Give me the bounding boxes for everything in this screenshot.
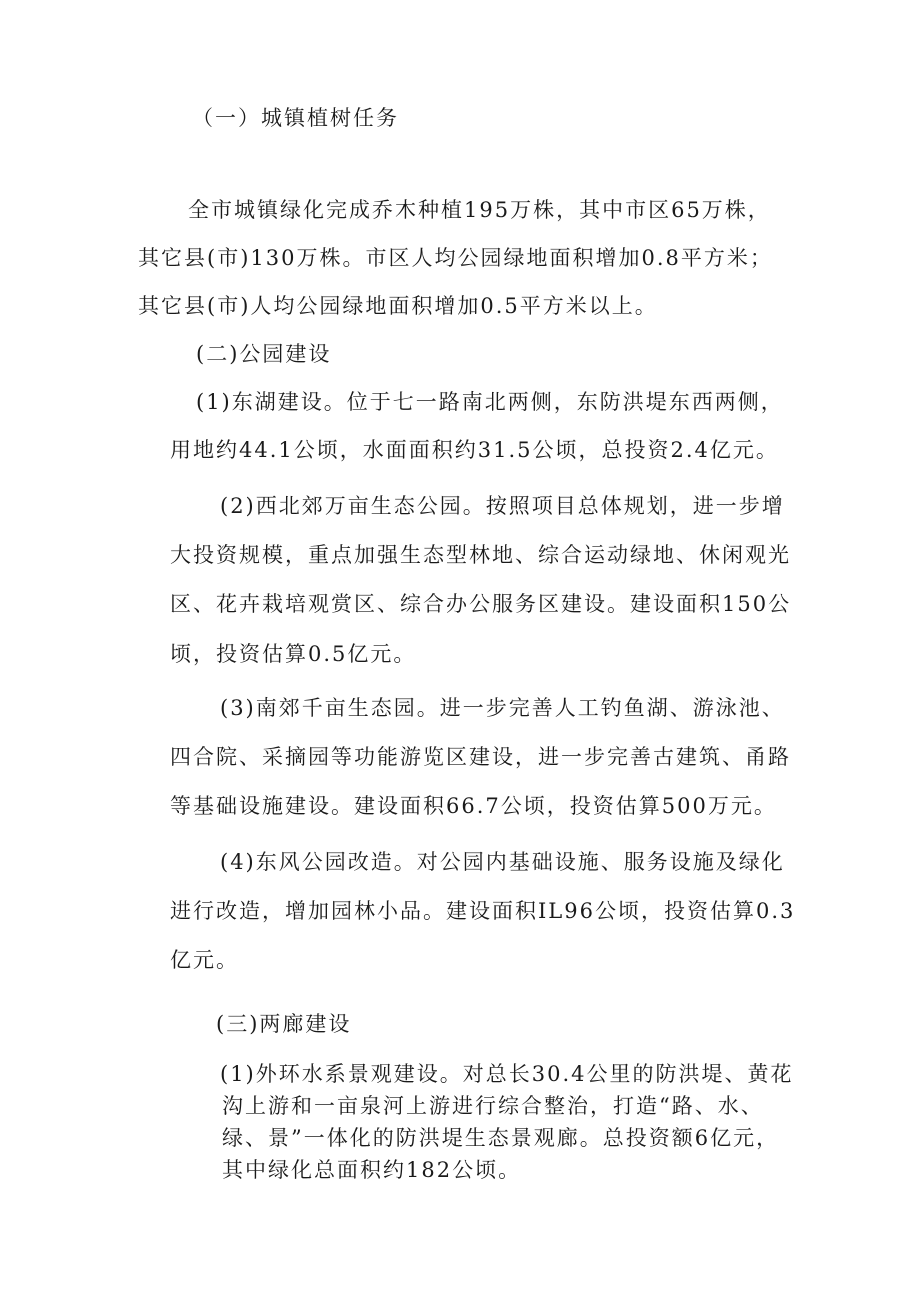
paragraph-line: (1)东湖建设。位于七一路南北两侧，东防洪堤东西两侧， — [196, 390, 784, 414]
paragraph-line: 用地约44.1公顷，水面面积约31.5公顷，总投资2.4亿元。 — [170, 438, 779, 462]
paragraph-line: 区、花卉栽培观赏区、综合办公服务区建设。建设面积150公 — [170, 592, 792, 616]
paragraph-line: 亿元。 — [170, 948, 239, 972]
paragraph-line: (3)南郊千亩生态园。进一步完善人工钓鱼湖、游泳池、 — [220, 696, 785, 720]
paragraph-line: 进行改造，增加园林小品。建设面积IL96公顷，投资估算0.3 — [170, 899, 796, 923]
paragraph-line: 绿、景”一体化的防洪堤生态景观廊。总投资额6亿元， — [222, 1126, 780, 1150]
paragraph-line: (1)外环水系景观建设。对总长30.4公里的防洪堤、黄花 — [220, 1062, 794, 1086]
section-heading-two-corridors: (三)两廊建设 — [216, 1012, 352, 1036]
paragraph-line: 其它县(市)人均公园绿地面积增加0.5平方米以上。 — [138, 294, 658, 318]
section-heading-park-construction: (二)公园建设 — [196, 342, 332, 366]
paragraph-line: 沟上游和一亩泉河上游进行综合整治，打造“路、水、 — [222, 1094, 764, 1118]
paragraph-line: 其它县(市)130万株。市区人均公园绿地面积增加0.8平方米； — [138, 246, 773, 270]
paragraph-line: 等基础设施建设。建设面积66.7公顷，投资估算500万元。 — [170, 794, 777, 818]
paragraph-line: 其中绿化总面积约182公顷。 — [222, 1158, 522, 1182]
paragraph-line: 顷，投资估算0.5亿元。 — [170, 642, 417, 666]
paragraph-line: 四合院、采摘园等功能游览区建设，进一步完善古建筑、甬路 — [170, 745, 791, 769]
paragraph-line: (2)西北郊万亩生态公园。按照项目总体规划，进一步增 — [220, 494, 785, 518]
section-heading-urban-tree-planting: （一）城镇植树任务 — [192, 106, 399, 130]
paragraph-line: 全市城镇绿化完成乔木种植195万株，其中市区65万株， — [188, 198, 771, 222]
paragraph-line: 大投资规模，重点加强生态型林地、综合运动绿地、休闲观光 — [170, 543, 791, 567]
paragraph-line: (4)东风公园改造。对公园内基础设施、服务设施及绿化 — [220, 850, 785, 874]
